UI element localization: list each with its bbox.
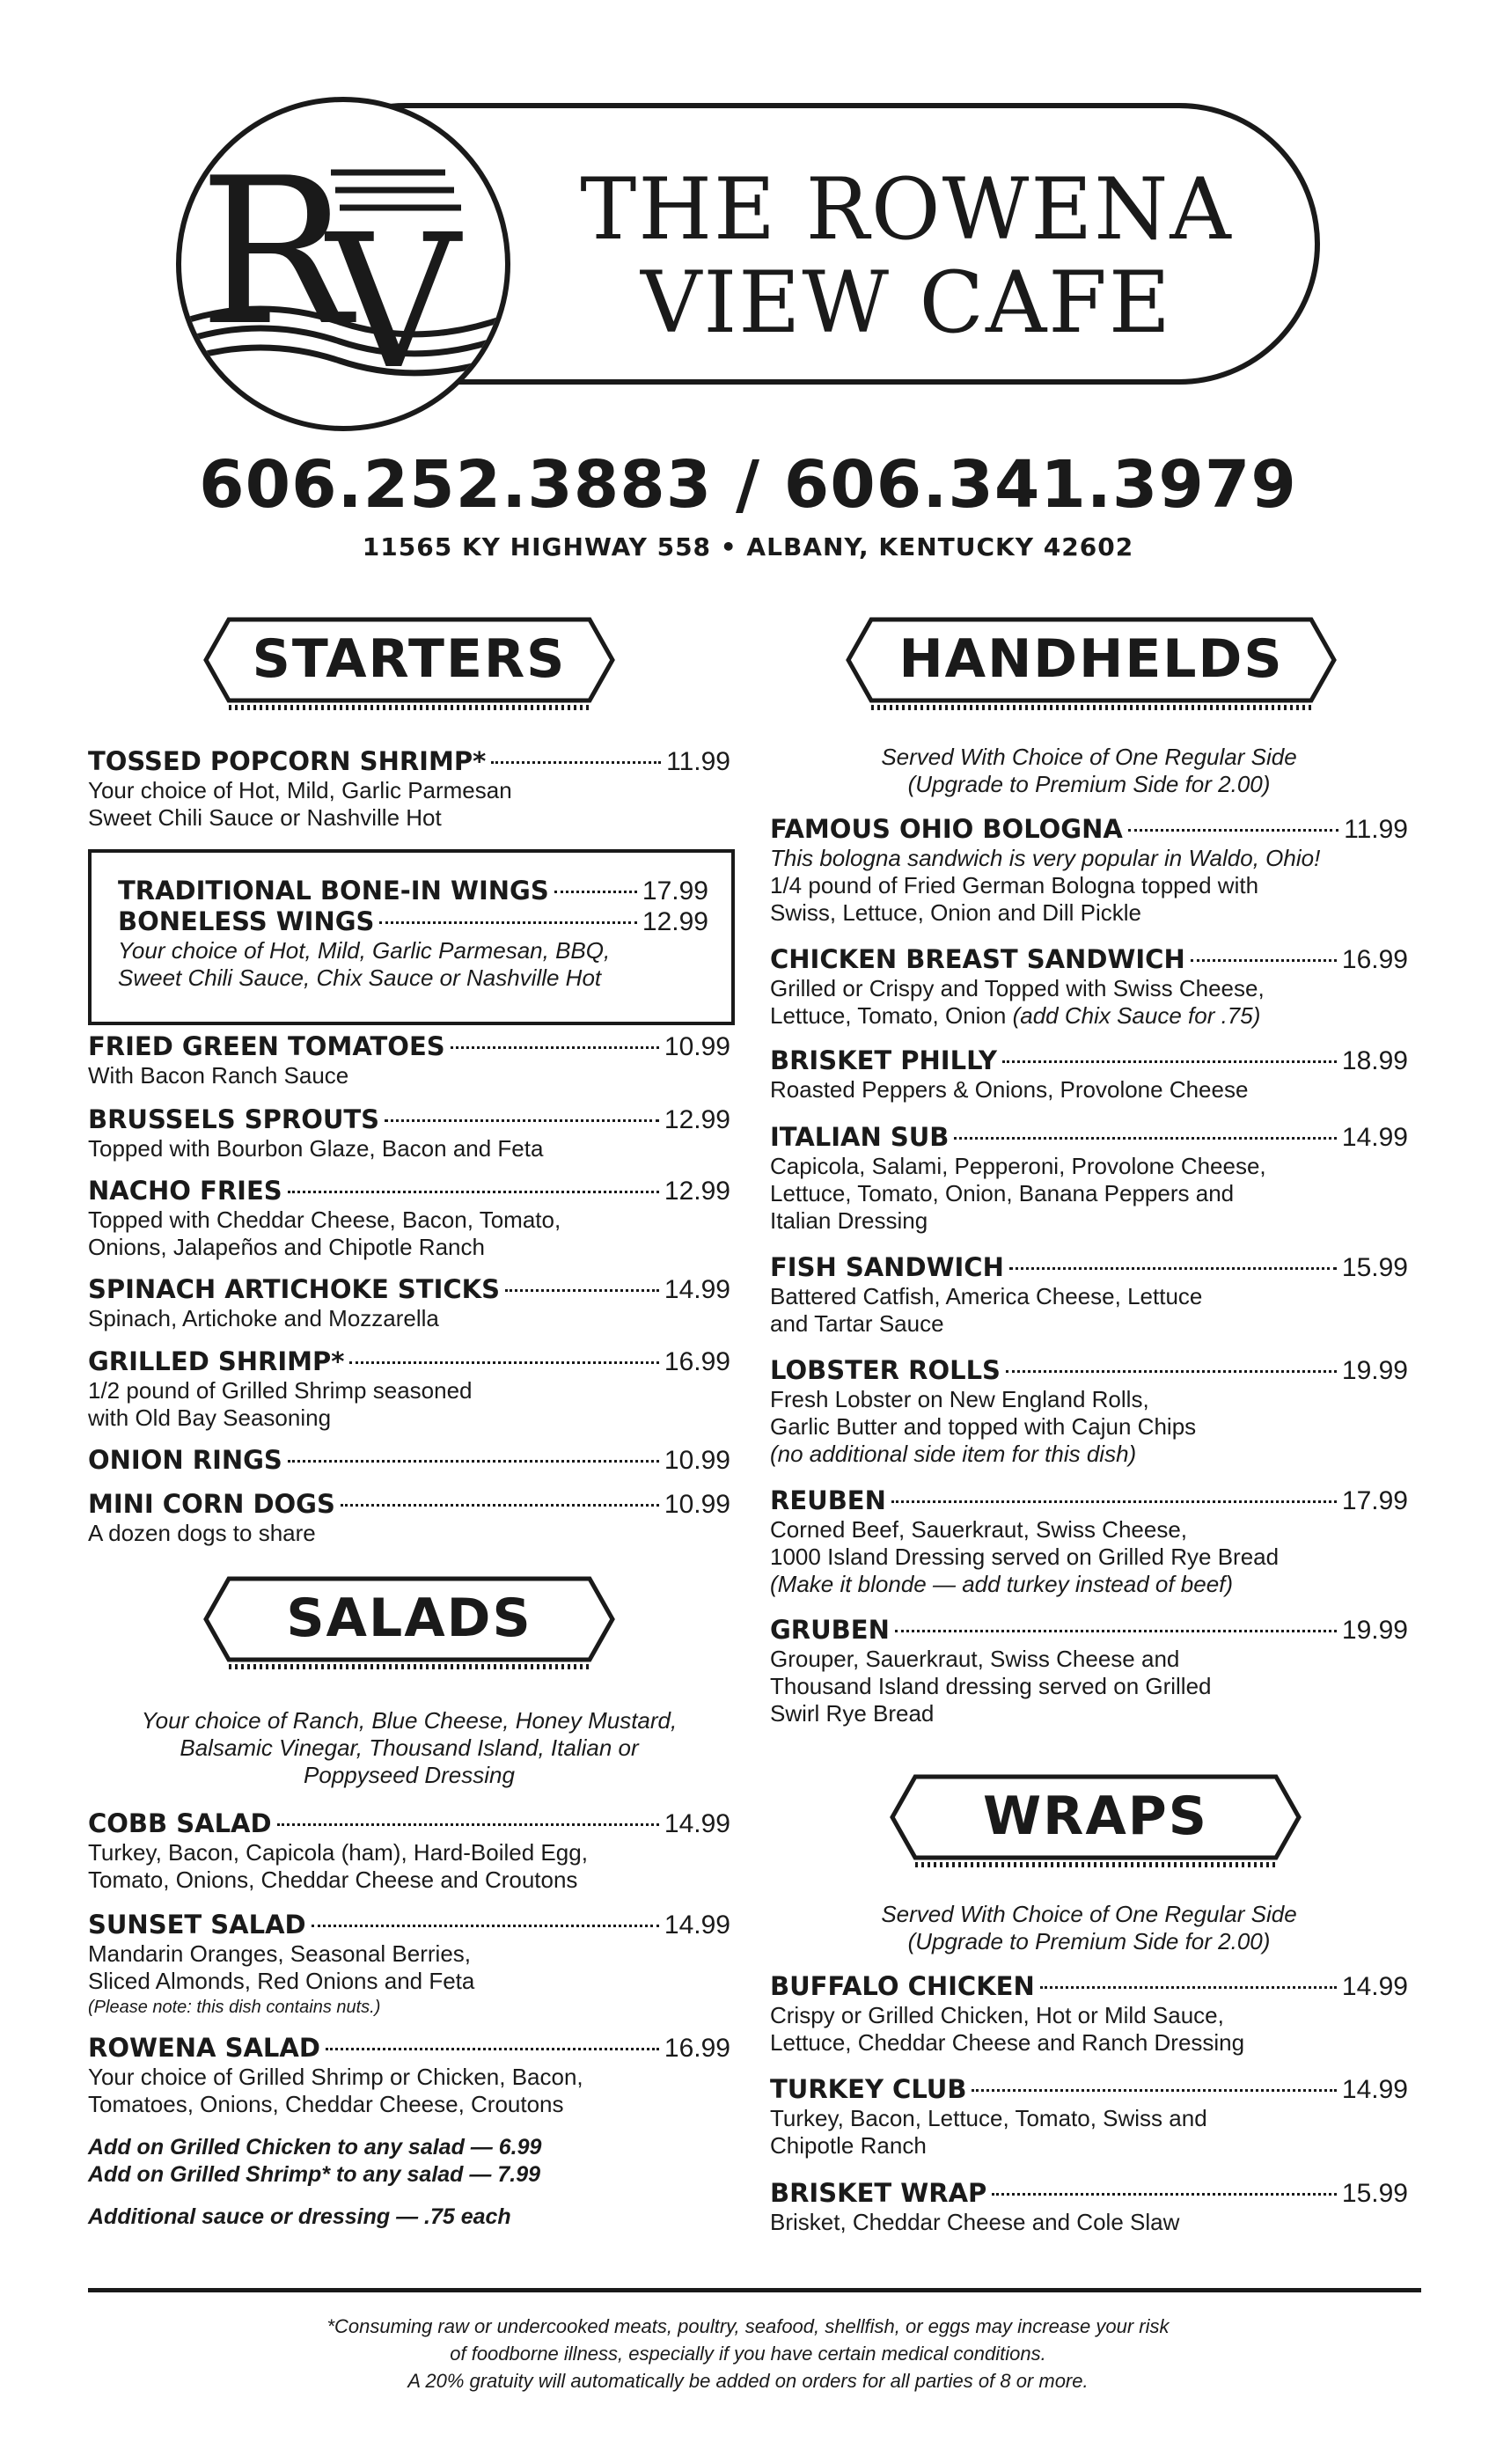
cafe-name-line1: THE ROWENA [580, 160, 1233, 259]
svg-text:R: R [199, 136, 352, 370]
footer-divider [88, 2288, 1421, 2292]
menu-item [88, 2033, 730, 2118]
item-name: COBB SALAD [88, 1808, 272, 1838]
item-name: ONION RINGS [88, 1445, 282, 1475]
item-name: MINI CORN DOGS [88, 1489, 335, 1519]
item-price: 14.99 [1341, 2075, 1408, 2104]
item-desc: Crispy or Grilled Chicken, Hot or Mild Sauce, Lettuce, Cheddar Cheese and Ranch Dressing [770, 2002, 1245, 2056]
wraps-intro: Served With Choice of One Regular Side (Upgrade to Premium Side for 2.00) [881, 1901, 1297, 1954]
item-price: 14.99 [1341, 1123, 1408, 1152]
item-price: 10.99 [664, 1490, 730, 1519]
item-name: TOSSED POPCORN SHRIMP* [88, 746, 487, 776]
item-desc: With Bacon Ranch Sauce [88, 1062, 349, 1089]
item-name: CHICKEN BREAST SANDWICH [770, 944, 1185, 974]
menu-item [770, 1485, 1408, 1598]
cafe-name-line2: VIEW CAFE [641, 253, 1172, 352]
menu-item [88, 1031, 730, 1089]
item-name: BRISKET PHILLY [770, 1045, 998, 1075]
menu-item [88, 1910, 730, 2020]
rv-logo [176, 97, 510, 431]
item-price: 12.99 [664, 1105, 730, 1134]
svg-text:V: V [326, 194, 460, 410]
item-name: BONELESS WINGS [118, 906, 375, 936]
item-desc: Battered Catfish, America Cheese, Lettuce and Tartar Sauce [770, 1283, 1203, 1337]
item-name: ROWENA SALAD [88, 2033, 320, 2063]
item-name: FISH SANDWICH [770, 1252, 1004, 1282]
addon-chicken: Add on Grilled Chicken to any salad — 6.99 [88, 2135, 542, 2160]
item-desc: Capicola, Salami, Pepperoni, Provolone Cheese, Lettuce, Tomato, Onion, Banana Peppers and Italian Dressing [770, 1153, 1266, 1234]
item-price: 14.99 [664, 1275, 730, 1304]
item-price: 19.99 [1341, 1356, 1408, 1385]
salads-title: SALADS [286, 1588, 532, 1649]
item-name: GRILLED SHRIMP* [88, 1346, 345, 1376]
address: 11565 KY HIGHWAY 558 • ALBANY, KENTUCKY 42602 [362, 532, 1134, 561]
item-name: BRUSSELS SPROUTS [88, 1104, 380, 1134]
item-price: 19.99 [1341, 1616, 1408, 1645]
wings-box [88, 849, 735, 1025]
handhelds-banner [845, 616, 1338, 722]
handhelds-title: HANDHELDS [898, 628, 1284, 690]
menu-item [88, 1808, 730, 1894]
item-note: (Please note: this dish contains nuts.) [88, 1998, 381, 2017]
item-desc: Your choice of Hot, Mild, Garlic Parmesan Sweet Chili Sauce or Nashville Hot [88, 777, 512, 831]
item-desc: Corned Beef, Sauerkraut, Swiss Cheese, 1000 Island Dressing served on Grilled Rye Bread [770, 1516, 1280, 1570]
menu-item [770, 1045, 1408, 1104]
item-name: LOBSTER ROLLS [770, 1355, 1001, 1385]
item-price: 11.99 [666, 747, 730, 776]
wraps-banner [889, 1773, 1302, 1879]
salads-banner [202, 1575, 616, 1681]
item-name: BRISKET WRAP [770, 2178, 987, 2208]
item-price: 12.99 [642, 907, 708, 936]
item-price: 16.99 [1341, 945, 1408, 974]
item-price: 10.99 [664, 1032, 730, 1061]
item-desc: Topped with Bourbon Glaze, Bacon and Feta [88, 1135, 544, 1162]
item-price: 11.99 [1344, 815, 1408, 844]
item-name: TURKEY CLUB [770, 2074, 967, 2104]
item-desc: Your choice of Grilled Shrimp or Chicken, Bacon, Tomatoes, Onions, Cheddar Cheese, Croutons [88, 2064, 583, 2117]
menu-item [770, 944, 1408, 1030]
phone-numbers: 606.252.3883 / 606.341.3979 [199, 447, 1297, 523]
item-price: 14.99 [1341, 1972, 1408, 2001]
item-desc-2: Lettuce, Tomato, Onion [770, 1002, 1013, 1029]
menu-item [88, 1489, 730, 1547]
item-price: 15.99 [1341, 1253, 1408, 1282]
starters-title: STARTERS [252, 628, 567, 690]
item-price: 16.99 [664, 1347, 730, 1376]
item-desc-italic: (no additional side item for this dish) [770, 1441, 1137, 1467]
item-price: 18.99 [1341, 1046, 1408, 1075]
item-name: NACHO FRIES [88, 1176, 282, 1206]
item-desc: Topped with Cheddar Cheese, Bacon, Tomato, Onions, Jalapeños and Chipotle Ranch [88, 1206, 561, 1260]
item-name: TRADITIONAL BONE-IN WINGS [118, 876, 549, 906]
handhelds-intro: Served With Choice of One Regular Side (Upgrade to Premium Side for 2.00) [881, 744, 1297, 797]
starters-banner [202, 616, 616, 722]
menu-item [88, 1274, 730, 1332]
menu-item [88, 1346, 730, 1432]
item-desc-2-italic: (add Chix Sauce for .75) [1012, 1002, 1261, 1029]
menu-item [88, 1445, 730, 1476]
item-desc: A dozen dogs to share [88, 1520, 316, 1546]
cafe-name [546, 160, 1267, 352]
item-name: SPINACH ARTICHOKE STICKS [88, 1274, 501, 1304]
item-desc: Brisket, Cheddar Cheese and Cole Slaw [770, 2209, 1180, 2235]
item-name: REUBEN [770, 1485, 886, 1515]
item-desc: Turkey, Bacon, Capicola (ham), Hard-Boiled Egg, Tomato, Onions, Cheddar Cheese and Croutons [88, 1839, 588, 1893]
item-name: ITALIAN SUB [770, 1122, 950, 1152]
item-desc: Grouper, Sauerkraut, Swiss Cheese and Thousand Island dressing served on Grilled Swirl Rye Bread [770, 1646, 1212, 1727]
item-name: FRIED GREEN TOMATOES [88, 1031, 445, 1061]
salads-intro: Your choice of Ranch, Blue Cheese, Honey Mustard, Balsamic Vinegar, Thousand Island, Italian or Poppyseed Dressing [141, 1707, 678, 1788]
item-desc: Grilled or Crispy and Topped with Swiss Cheese, [770, 975, 1265, 1001]
item-price: 17.99 [642, 876, 708, 906]
item-desc: 1/4 pound of Fried German Bologna topped with Swiss, Lettuce, Onion and Dill Pickle [770, 872, 1259, 926]
footer-disclaimer: *Consuming raw or undercooked meats, poultry, seafood, shellfish, or eggs may increase your risk of foodborne illness, especially if you have certain medical conditions. A 20% gratuity will automatically be added on orders for all parties of 8 or more. [326, 2315, 1170, 2392]
item-price: 14.99 [664, 1910, 730, 1940]
menu-item [770, 1615, 1408, 1727]
item-price: 10.99 [664, 1446, 730, 1475]
item-desc-italic: This bologna sandwich is very popular in Waldo, Ohio! [770, 845, 1321, 871]
menu-item [770, 2074, 1408, 2160]
menu-item [770, 2178, 1408, 2236]
item-price: 14.99 [664, 1809, 730, 1838]
item-desc: Spinach, Artichoke and Mozzarella [88, 1305, 439, 1331]
menu-item [770, 814, 1408, 927]
menu-item [88, 746, 730, 832]
menu-item [770, 1252, 1408, 1338]
item-name: FAMOUS OHIO BOLOGNA [770, 814, 1123, 844]
item-name: SUNSET SALAD [88, 1910, 306, 1940]
menu-item [88, 1104, 730, 1162]
item-desc: 1/2 pound of Grilled Shrimp seasoned with Old Bay Seasoning [88, 1377, 473, 1431]
item-price: 16.99 [664, 2034, 730, 2063]
item-price: 17.99 [1341, 1486, 1408, 1515]
item-price: 12.99 [664, 1177, 730, 1206]
item-price: 15.99 [1341, 2179, 1408, 2208]
item-desc: Roasted Peppers & Onions, Provolone Cheese [770, 1076, 1249, 1103]
item-desc-italic: (Make it blonde — add turkey instead of beef) [770, 1571, 1234, 1597]
item-name: BUFFALO CHICKEN [770, 1971, 1035, 2001]
menu-item [770, 1122, 1408, 1235]
addon-shrimp: Add on Grilled Shrimp* to any salad — 7.99 [88, 2162, 541, 2187]
menu-item [770, 1355, 1408, 1468]
menu-item [88, 1176, 730, 1261]
menu-item [770, 1971, 1408, 2057]
addon-sauce: Additional sauce or dressing — .75 each [88, 2204, 511, 2229]
item-desc: Mandarin Oranges, Seasonal Berries, Sliced Almonds, Red Onions and Feta [88, 1940, 475, 1994]
item-name: GRUBEN [770, 1615, 890, 1645]
wraps-title: WRAPS [982, 1786, 1208, 1847]
item-desc: Your choice of Hot, Mild, Garlic Parmesan, BBQ, Sweet Chili Sauce, Chix Sauce or Nashville Hot [118, 937, 611, 991]
item-desc: Turkey, Bacon, Lettuce, Tomato, Swiss and Chipotle Ranch [770, 2105, 1207, 2159]
item-desc: Fresh Lobster on New England Rolls, Garlic Butter and topped with Cajun Chips [770, 1386, 1197, 1440]
